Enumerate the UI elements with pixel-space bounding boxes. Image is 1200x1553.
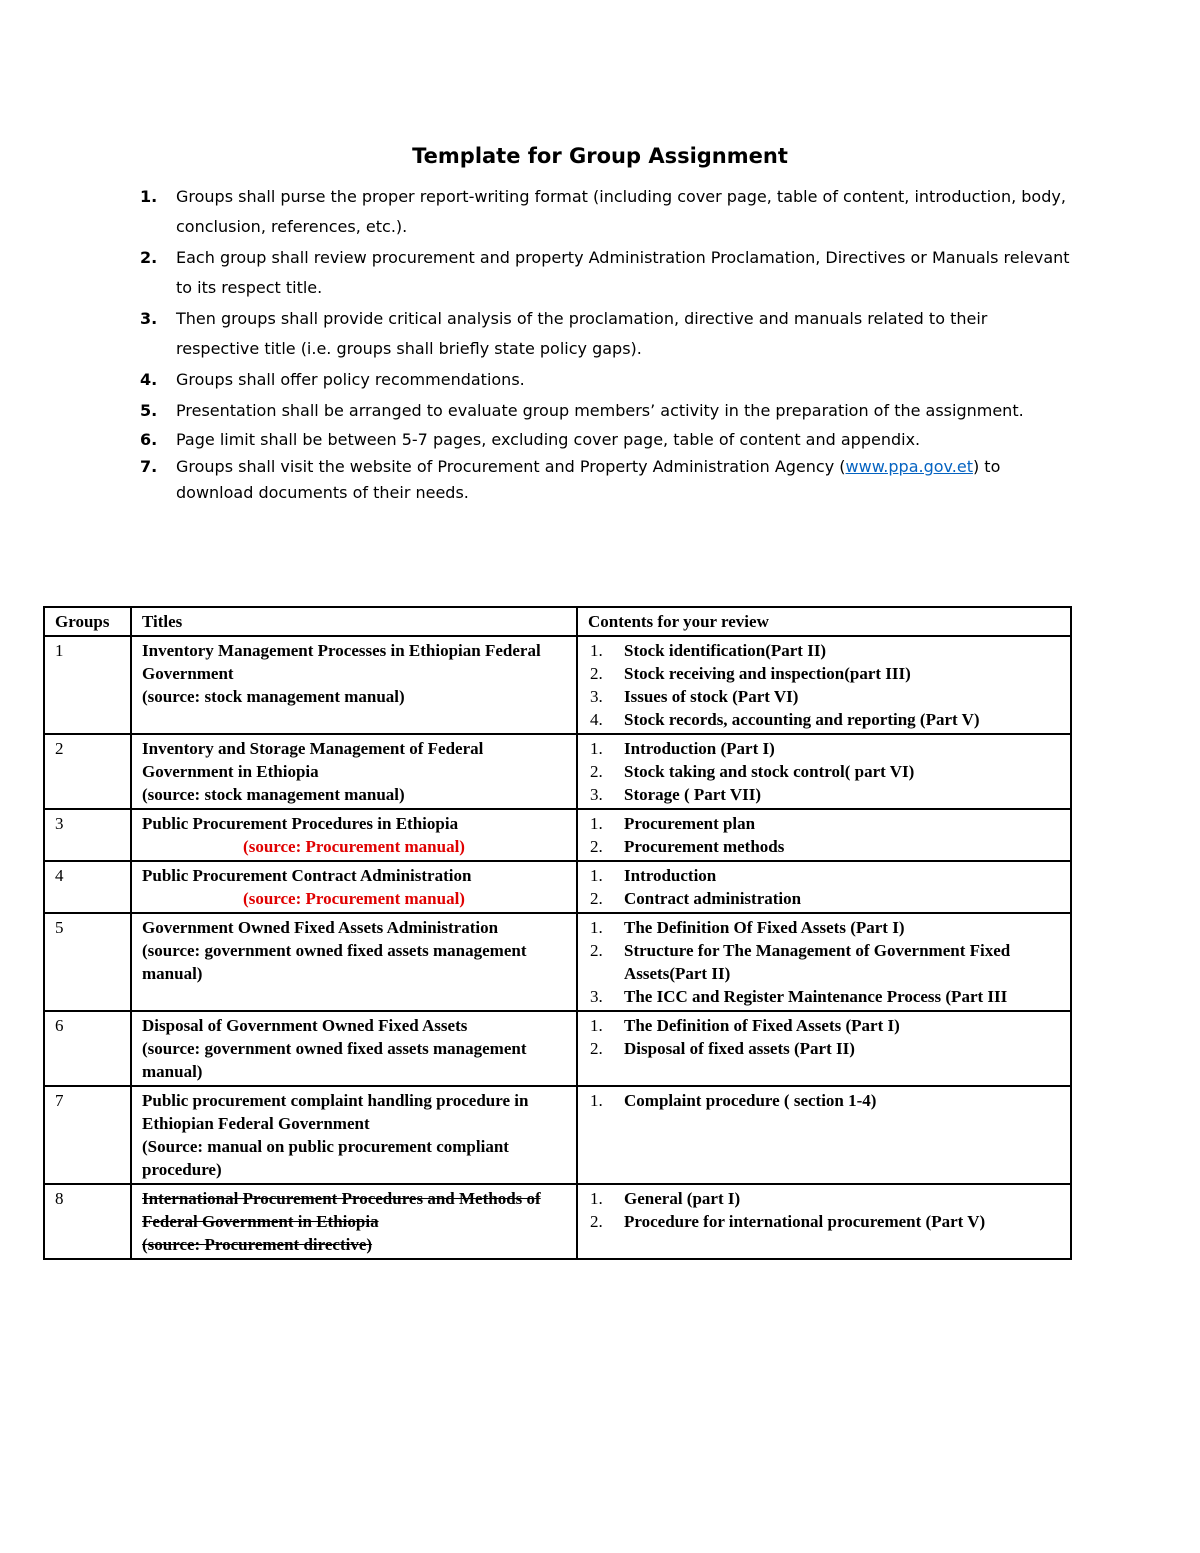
source-text: (source: government owned fixed assets management manual) — [142, 1039, 527, 1081]
list-item: 3. Storage ( Part VII) — [590, 785, 762, 804]
table-row — [44, 861, 1071, 913]
instruction-item — [140, 182, 1070, 242]
title-cell — [131, 861, 577, 913]
item-text: Page limit shall be between 5-7 pages, excluding cover page, table of content and appendix. — [176, 430, 921, 449]
title-cell — [131, 1086, 577, 1184]
title-text: Public Procurement Procedures in Ethiopia — [142, 814, 459, 833]
source-text: (source: government owned fixed assets management manual) — [142, 941, 527, 983]
list-item: 1. Stock identification(Part II) — [590, 641, 827, 660]
item-text: Groups shall offer policy recommendations. — [176, 370, 525, 389]
instruction-item — [140, 304, 1070, 364]
table-row — [44, 1011, 1071, 1086]
instructions-list — [140, 182, 1070, 507]
title-cell — [131, 913, 577, 1011]
list-item: 2. Structure for The Management of Government Fixed Assets(Part II) — [590, 941, 1011, 983]
title-text: Disposal of Government Owned Fixed Assets — [142, 1016, 468, 1035]
list-item: 1. Procurement plan — [590, 814, 756, 833]
list-item: 3. The ICC and Register Maintenance Process (Part III — [590, 987, 1008, 1006]
source-text: (source: Procurement directive) — [142, 1235, 373, 1254]
list-item: 2. Procedure for international procurement (Part V) — [590, 1212, 986, 1231]
item-text: Groups shall purse the proper report-writing format (including cover page, table of content, introduction, body, conclusion, references, etc.). — [176, 187, 1066, 236]
item-text: ) to download documents of their needs. — [176, 457, 1001, 502]
source-text: (source: Procurement manual) — [243, 837, 465, 856]
title-cell — [131, 1184, 577, 1259]
title-cell — [131, 734, 577, 809]
title-text: International Procurement Procedures and Methods of Federal Government in Ethiopia — [142, 1189, 541, 1231]
title-text: Public procurement complaint handling procedure in Ethiopian Federal Government — [142, 1091, 529, 1133]
group-number: 2 — [44, 734, 131, 809]
table-row — [44, 1184, 1071, 1259]
group-number: 6 — [44, 1011, 131, 1086]
ppa-website-link[interactable]: www.ppa.gov.et — [845, 457, 973, 476]
table-row — [44, 913, 1071, 1011]
table-row — [44, 1086, 1071, 1184]
item-text: Then groups shall provide critical analysis of the proclamation, directive and manuals related to their respective title (i.e. groups shall briefly state policy gaps). — [176, 309, 988, 358]
instruction-item — [140, 454, 1070, 506]
list-item: 2. Stock taking and stock control( part VI) — [590, 762, 915, 781]
table-header-row — [44, 607, 1071, 636]
instruction-item — [140, 427, 1070, 453]
title-cell — [131, 636, 577, 734]
contents-cell — [577, 1011, 1071, 1086]
list-item: 2. Stock receiving and inspection(part III) — [590, 664, 911, 683]
item-text: Each group shall review procurement and property Administration Proclamation, Directives or Manuals relevant to its respect title. — [176, 248, 1070, 297]
group-number: 1 — [44, 636, 131, 734]
item-text: Presentation shall be arranged to evaluate group members’ activity in the preparation of the assignment. — [176, 401, 1024, 420]
contents-cell — [577, 1184, 1071, 1259]
item-number: 2. — [140, 248, 158, 267]
instruction-item — [140, 243, 1070, 303]
table-row — [44, 734, 1071, 809]
item-number: 4. — [140, 370, 158, 389]
list-item: 2. Contract administration — [590, 889, 802, 908]
header-titles: Titles — [131, 607, 577, 636]
group-number: 4 — [44, 861, 131, 913]
contents-cell — [577, 809, 1071, 861]
group-number: 5 — [44, 913, 131, 1011]
contents-cell — [577, 861, 1071, 913]
item-number: 6. — [140, 430, 158, 449]
title-text: Inventory Management Processes in Ethiopian Federal Government — [142, 641, 541, 683]
source-text: (source: stock management manual) — [142, 687, 405, 706]
contents-cell — [577, 636, 1071, 734]
group-number: 7 — [44, 1086, 131, 1184]
title-text: Public Procurement Contract Administration — [142, 866, 472, 885]
source-text: (source: Procurement manual) — [243, 889, 465, 908]
list-item: 1. Complaint procedure ( section 1-4) — [590, 1091, 877, 1110]
group-assignment-table — [43, 606, 1072, 1260]
table-row — [44, 636, 1071, 734]
list-item: 1. The Definition of Fixed Assets (Part I) — [590, 1016, 900, 1035]
instruction-item — [140, 396, 1070, 426]
list-item: 4. Stock records, accounting and reporting (Part V) — [590, 710, 980, 729]
title-text: Government Owned Fixed Assets Administration — [142, 918, 499, 937]
contents-cell — [577, 1086, 1071, 1184]
contents-cell — [577, 913, 1071, 1011]
header-contents: Contents for your review — [577, 607, 1071, 636]
group-number: 3 — [44, 809, 131, 861]
source-text: (source: stock management manual) — [142, 785, 405, 804]
table-row — [44, 809, 1071, 861]
list-item: 1. The Definition Of Fixed Assets (Part I) — [590, 918, 905, 937]
list-item: 3. Issues of stock (Part VI) — [590, 687, 799, 706]
title-cell — [131, 809, 577, 861]
instruction-item — [140, 365, 1070, 395]
source-text: (Source: manual on public procurement compliant procedure) — [142, 1137, 509, 1179]
contents-cell — [577, 734, 1071, 809]
item-number: 5. — [140, 401, 158, 420]
item-number: 3. — [140, 309, 158, 328]
list-item: 2. Disposal of fixed assets (Part II) — [590, 1039, 855, 1058]
document-title: Template for Group Assignment — [412, 144, 788, 168]
item-text: Groups shall visit the website of Procurement and Property Administration Agency ( — [176, 457, 846, 476]
header-groups: Groups — [44, 607, 131, 636]
list-item: 1. General (part I) — [590, 1189, 741, 1208]
list-item: 1. Introduction (Part I) — [590, 739, 775, 758]
list-item: 1. Introduction — [590, 866, 717, 885]
item-number: 7. — [140, 457, 158, 476]
title-text: Inventory and Storage Management of Federal Government in Ethiopia — [142, 739, 484, 781]
item-number: 1. — [140, 187, 158, 206]
list-item: 2. Procurement methods — [590, 837, 785, 856]
group-number: 8 — [44, 1184, 131, 1259]
title-cell — [131, 1011, 577, 1086]
